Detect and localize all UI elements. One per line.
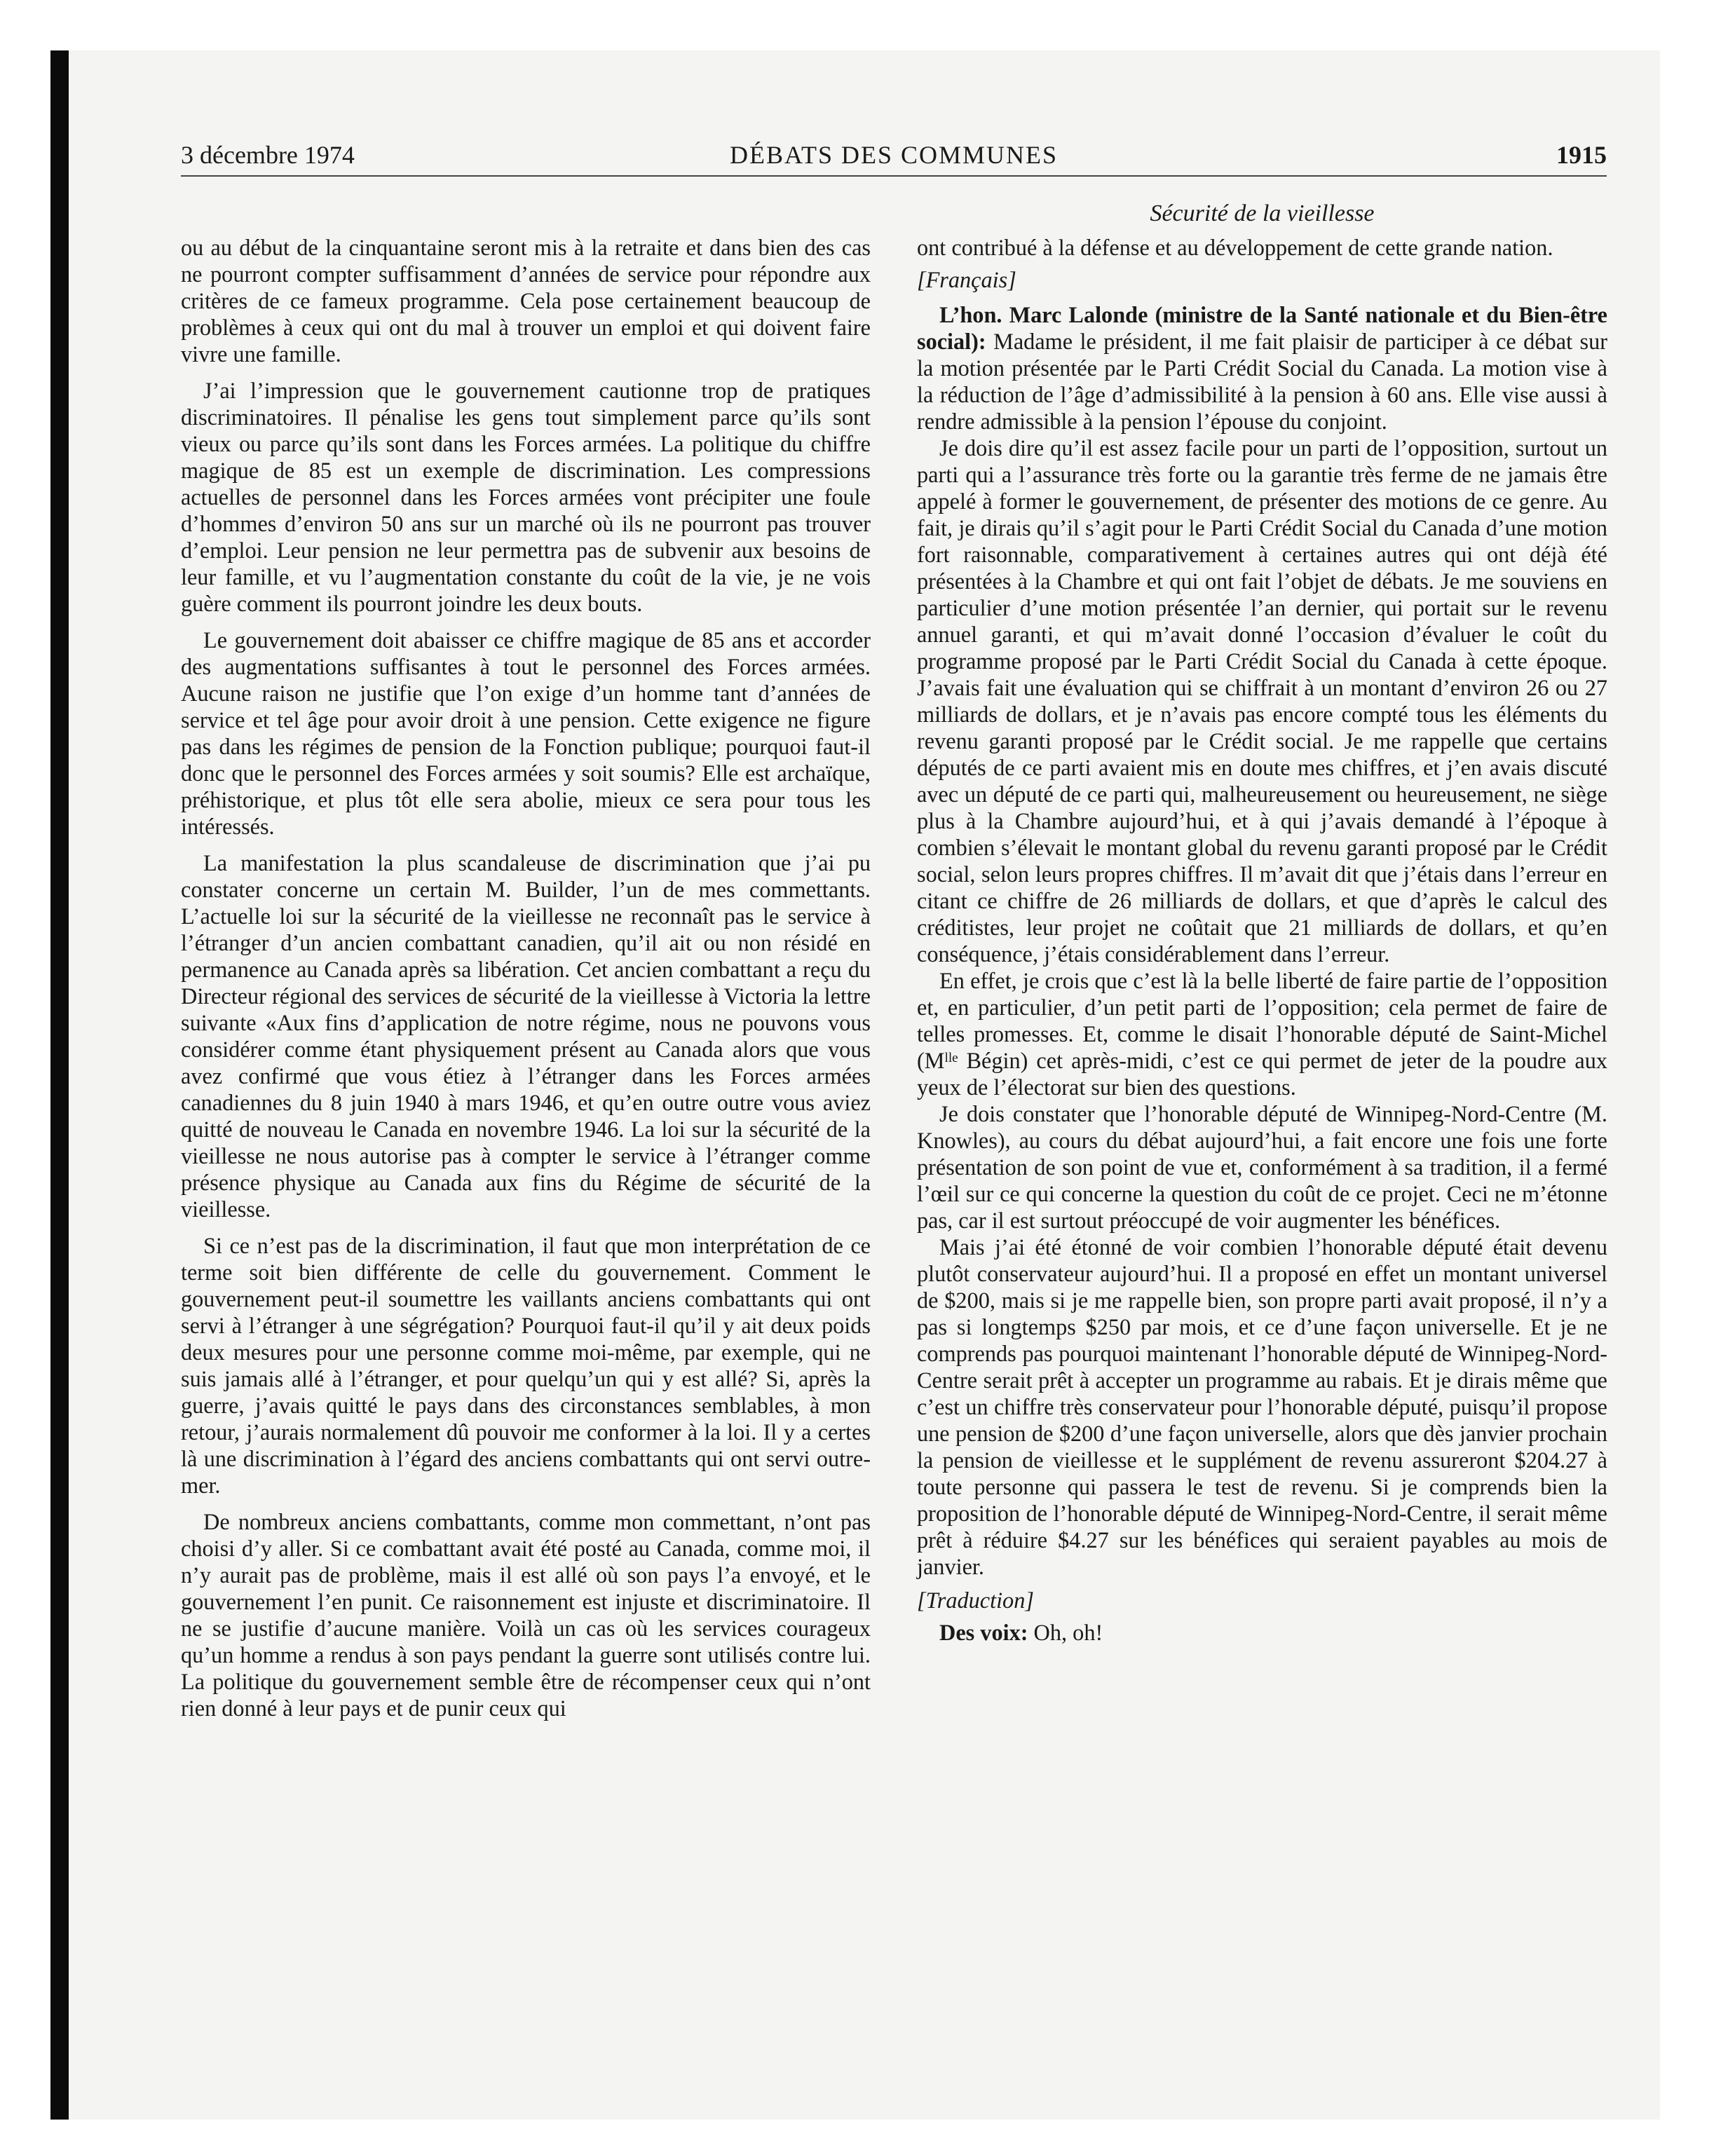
speech-text: Oh, oh! <box>1028 1620 1103 1645</box>
right-paragraph: Je dois dire qu’il est assez facile pour un parti de l’opposition, surtout un parti qui a l’assurance très forte ou la garantie très ferme de ne jamais être appelé à former le gouvernement, de présenter des motions de ce genre. Au fait, je dirais qu’il s’agit pour le Parti Crédit Social du Canada d’une motion fort raisonnable, comparativement à certaines autres qui ont déjà été présentées à la Chambre et qui ont fait l’objet de débats. Je me souviens en particulier d’une motion présentée l’an dernier, qui portait sur le revenu annuel garanti, et qui m’avait donné l’occasion d’évaluer le coût du programme proposé par le Parti Crédit Social du Canada à cette époque. J’avais fait une évaluation qui se chiffrait à un montant d’environ 26 ou 27 milliards de dollars, et je n’avais pas encore compté tous les éléments du revenu garanti proposé par le Crédit social. Je me rappelle que certains députés de ce parti avaient mis en doute mes chiffres, et j’en avais discuté avec un député de ce parti qui, malheureusement ou heureusement, ne siège plus à la Chambre aujourd’hui, et à qui j’avais demandé à l’époque à combien s’élevait le montant global du revenu garanti proposé par le Crédit social, selon leurs propres chiffres. Il m’avait dit que j’étais dans l’erreur en citant ce chiffre de 26 milliards de dollars, et que d’après le calcul des créditistes, leur projet ne coûtait que 21 milliards de dollars, et qu’en conséquence, j’étais considérablement dans l’erreur. <box>917 435 1607 967</box>
speech-voices <box>917 1619 1607 1646</box>
header-rule <box>181 175 1607 177</box>
right-paragraph: Mais j’ai été étonné de voir combien l’honorable député était devenu plutôt conservateur aujourd’hui. Il a proposé en effet un montant universel de $200, mais si je me rappelle bien, son propre parti avait proposé, il n’y a pas si longtemps $250 par mois, et ce d’une façon universelle. Et je ne comprends pas pourquoi maintenant l’honorable député de Winnipeg-Nord-Centre serait prêt à accepter un programme au rabais. Et je dirais même que c’est un chiffre très conservateur pour l’honorable député, puisqu’il propose une pension de $200 d’une façon universelle, alors que dès janvier prochain la pension de vieillesse et le supplément de revenu assureront $204.27 à toute personne qui passera le test de revenu. Si je comprends bien la proposition de l’honorable député de Winnipeg-Nord-Centre, il serait même prêt à réduire $4.27 sur les bénéfices qui seraient payables au mois de janvier. <box>917 1234 1607 1579</box>
speaker-name-voices: Des voix: <box>939 1620 1028 1645</box>
left-paragraph: J’ai l’impression que le gouvernement cautionne trop de pratiques discriminatoires. Il pénalise les gens tout simplement parce qu’ils sont vieux ou parce qu’ils sont dans les Forces armées. La politique du chiffre magique de 85 est un exemple de discrimination. Les compressions actuelles de personnel dans les Forces armées vont précipiter une foule d’hommes d’environ 50 ans sur un marché où ils ne pourront pas trouver d’emploi. Leur pension ne leur permettra pas de subvenir aux besoins de leur famille, et vu l’augmentation constante du coût de la vie, je ne vois guère comment ils pourront joindre les deux bouts. <box>181 378 871 616</box>
header-journal-title: DÉBATS DES COMMUNES <box>729 141 1059 169</box>
scan-binding-edge <box>50 50 69 2120</box>
left-column <box>181 234 871 1731</box>
left-paragraph: La manifestation la plus scandaleuse de discrimination que j’ai pu constater concerne un certain M. Builder, l’un de mes commettants. L’actuelle loi sur la sécurité de la vieillesse ne reconnaît pas le service à l’étranger d’un ancien combattant canadien, qu’il ait ou non résidé en permanence au Canada après sa libération. Cet ancien combattant a reçu du Directeur régional des services de sécurité de la vieillesse à Victoria la lettre suivante «Aux fins d’application de notre régime, nous ne pouvons vous considérer comme étant physiquement présent au Canada alors que vous avez confirmé que vous étiez à l’étranger dans les Forces armées canadiennes du 8 juin 1940 à mars 1946, et qu’en outre outre vous aviez quitté de nouveau le Canada en novembre 1946. La loi sur la sécurité de la vieillesse ne nous autorise pas à compter le service à l’étranger comme présence physique au Canada aux fins du Régime de sécurité de la vieillesse. <box>181 850 871 1222</box>
left-paragraph: De nombreux anciens combattants, comme mon commettant, n’ont pas choisi d’y aller. Si ce combattant avait été posté au Canada, comme moi, il n’y aurait pas de problème, mais il est allé où son pays l’a envoyé, et le gouvernement l’en punit. Ce raisonnement est injuste et discriminatoire. Il ne se justifie d’aucune manière. Voilà un cas où les services courageux qu’un homme a rendus à son pays pendant la guerre sont utilisés contre lui. La politique du gouvernement semble être de récompenser ceux qui n’ont rien donné à leur pays et de punir ceux qui <box>181 1509 871 1721</box>
left-paragraph: ou au début de la cinquantaine seront mis à la retraite et dans bien des cas ne pourront compter suffisamment d’années de service pour répondre aux critères de ce fameux programme. Cela pose certainement beaucoup de problèmes à ceux qui ont du mal à trouver un emploi et qui doivent faire vivre une famille. <box>181 235 871 367</box>
left-paragraph: Le gouvernement doit abaisser ce chiffre magique de 85 ans et accorder des augmentations suffisantes à tout le personnel des Forces armées. Aucune raison ne justifie que l’on exige d’un homme tant d’années de service et tel âge pour avoir droit à une pension. Cette exigence ne figure pas dans les régimes de pension de la Fonction publique; pourquoi faut-il donc que le personnel des Forces armées y soit soumis? Elle est archaïque, préhistorique, et plus tôt elle sera abolie, mieux ce sera pour tous les intéressés. <box>181 627 871 839</box>
speech-text: Madame le président, il me fait plaisir de participer à ce débat sur la motion présentée par le Parti Crédit Social du Canada. La motion vise à la réduction de l’âge d’admissibilité à la pension à 60 ans. Elle vise aussi à rendre admissible à la pension l’épouse du conjoint. <box>917 329 1607 434</box>
right-column <box>917 234 1607 1646</box>
left-paragraph: Si ce n’est pas de la discrimination, il faut que mon interprétation de ce terme soit bien différente de celle du gouvernement. Comment le gouvernement peut-il soumettre les vaillants anciens combattants qui ont servi à l’étranger à une ségrégation? Pourquoi faut-il qu’il y ait deux poids deux mesures pour une personne comme moi-même, par exemple, qui ne suis jamais allé à l’étranger, et pour quelqu’un qui y est allé? Si, après la guerre, j’avais quitté le pays dans des circonstances semblables, à mon retour, j’aurais normalement dû pouvoir me conformer à la loi. Il y a certes là une discrimination à l’égard des anciens combattants qui ont servi outre-mer. <box>181 1233 871 1498</box>
right-paragraph: Je dois constater que l’honorable député de Winnipeg-Nord-Centre (M. Knowles), au cours du débat aujourd’hui, a fait encore une fois une forte présentation de son point de vue et, conformément à sa tradition, il a fermé l’œil sur ce qui concerne la question du coût de ce projet. Ceci ne m’étonne pas, car il est surtout préoccupé de voir augmenter les bénéfices. <box>917 1101 1607 1233</box>
right-paragraph: En effet, je crois que c’est là la belle liberté de faire partie de l’opposition et, en particulier, d’un petit parti de l’opposition; cela permet de faire de telles promesses. Et, comme le disait l’honorable député de Saint-Michel (Mˡˡᵉ Bégin) cet après-midi, c’est ce qui permet de jeter de la poudre aux yeux de l’électorat sur bien des questions. <box>917 968 1607 1100</box>
continuation-paragraph: ont contribué à la défense et au développement de cette grande nation. <box>917 235 1553 260</box>
page-header <box>181 140 1607 177</box>
running-head: Sécurité de la vieillesse <box>1150 200 1375 226</box>
language-marker-francais: [Français] <box>917 267 1016 292</box>
header-page-number: 1915 <box>1556 141 1607 169</box>
language-marker-traduction: [Traduction] <box>917 1588 1034 1613</box>
speech-lalonde-opening <box>917 301 1607 435</box>
speaker-name-lalonde: L’hon. Marc Lalonde (ministre de la Santé nationale et du Bien-être social): <box>917 302 1607 354</box>
header-date: 3 décembre 1974 <box>181 141 355 169</box>
